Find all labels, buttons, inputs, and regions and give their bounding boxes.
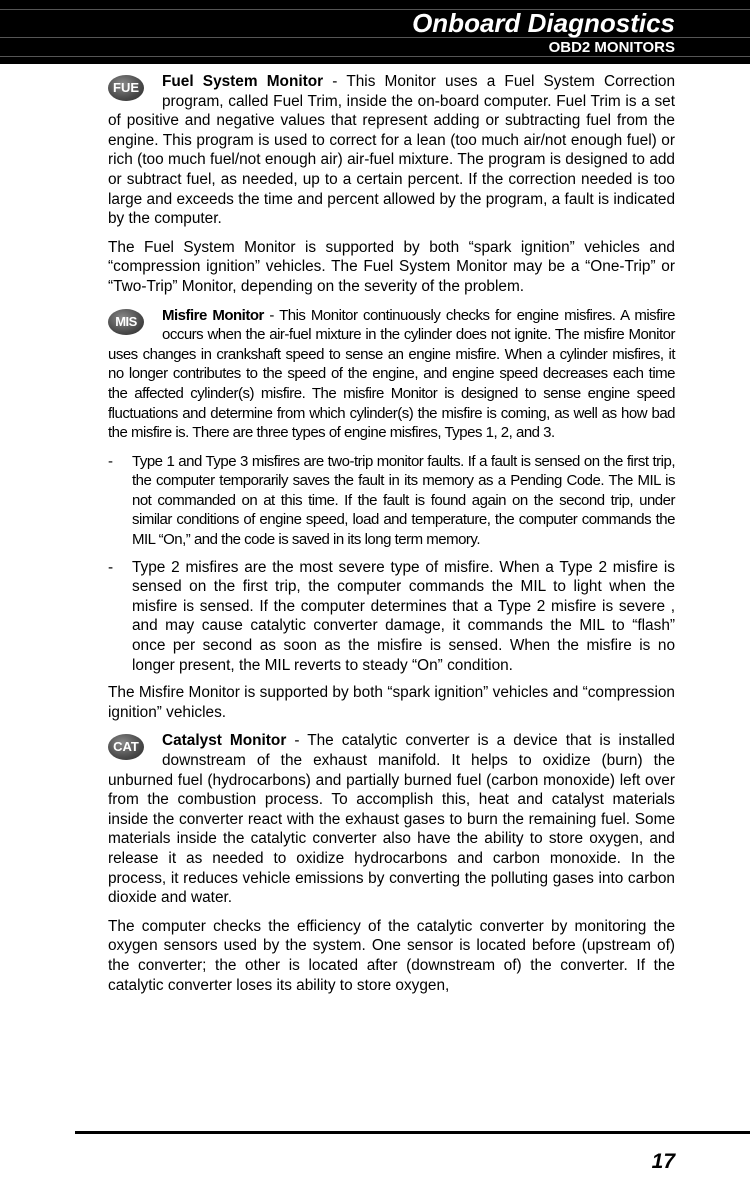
page-content [108, 72, 675, 1004]
page-header [0, 0, 750, 64]
misfire-bullet-text: Type 1 and Type 3 misfires are two-trip monitor faults. If a fault is sensed on the first trip, the computer temporarily saves the fault in its memory as a Pending Code. The MIL is not commanded on at this time. If the fault is found again on the second trip, under similar conditions of engine speed, load and temperature, the computer commands the MIL “On,” and the code is saved in its long term memory. [132, 452, 675, 549]
fuel-system-intro [108, 72, 675, 229]
page-title: Onboard Diagnostics [412, 8, 675, 38]
page-subtitle: OBD2 MONITORS [548, 39, 675, 56]
misfire-support: The Misfire Monitor is supported by both “spark ignition” vehicles and “compression ignition” vehicles. [108, 684, 675, 721]
catalyst-heading: Catalyst Monitor [162, 732, 287, 750]
misfire-bullet [108, 452, 675, 550]
fuel-system-heading: Fuel System Monitor [162, 73, 324, 90]
fuel-system-text: - This Monitor uses a Fuel System Correction program, called Fuel Trim, inside the on-board computer. Fuel Trim is a set of positive and negative values that represent adding or subtracting fuel from the engine. This program is used to correct for a lean (too much air/not enough fuel) or rich (too much fuel/not enough air) air-fuel mixture. The program is designed to add or subtract fuel, as needed, up to a certain percent. If the correction needed is too large and exceeds the time and percent allowed by the program, a fault is indicated by the computer. [108, 73, 676, 228]
misfire-heading: Misfire Monitor [162, 306, 264, 324]
page-number: 17 [651, 1150, 675, 1173]
footer-rule [75, 1131, 750, 1134]
fuel-monitor-icon: FUE [108, 75, 144, 101]
catalyst-monitor-icon: CAT [108, 734, 144, 760]
catalyst-text: - The catalytic converter is a device that is installed downstream of the exhaust manifold. It helps to oxidize (burn) the unburned fuel (hydrocarbons) and partially burned fuel (carbon monoxide) left over from the combustion process. To accomplish this, heat and catalyst materials inside the converter react with the exhaust gases to burn the remaining fuel. Some materials inside the catalytic converter also have the ability to store oxygen, and release it as needed to oxidize hydrocarbons and carbon monoxide. In the process, it reduces vehicle emissions by converting the polluting gases into carbon dioxide and water. [108, 732, 675, 907]
misfire-monitor-icon: MIS [108, 309, 144, 335]
misfire-section-cont [108, 558, 675, 723]
catalyst-intro [108, 731, 675, 907]
bullet-dash: - [108, 558, 114, 576]
misfire-text: - This Monitor continuously checks for engine misfires. A misfire occurs when the air-fuel mixture in the cylinder does not ignite. The misfire Monitor uses changes in crankshaft speed to sense an engine misfire. When a cylinder misfires, it no longer contributes to the speed of the engine, and engine speed decreases each time the affected cylinder(s) misfire. The misfire Monitor is designed to sense engine speed fluctuations and determine from which cylinder(s) the misfire is coming, as well as how bad the misfire is. There are three types of engine misfires, Types 1, 2, and 3. [108, 306, 675, 442]
misfire-intro [108, 306, 675, 443]
misfire-bullet-text: Type 2 misfires are the most severe type of misfire. When a Type 2 misfire is sensed on the first trip, the computer commands the MIL to light when the misfire is sensed. If the computer determines that a Type 2 misfire is severe , and may cause catalytic converter damage, it commands the MIL to “flash” once per second as soon as the misfire is sensed. When the misfire is no longer present, the MIL reverts to steady “On” condition. [132, 558, 675, 674]
header-rule [0, 56, 750, 57]
bullet-dash: - [108, 452, 113, 470]
misfire-section [108, 306, 675, 550]
fuel-system-support: The Fuel System Monitor is supported by both “spark ignition” vehicles and “compression ignition” vehicles. The Fuel System Monitor may be a “One-Trip” or “Two-Trip” Monitor, depending on the severity of the problem. [108, 238, 675, 295]
fuel-system-section [108, 72, 675, 297]
catalyst-efficiency: The computer checks the efficiency of the catalytic converter by monitoring the oxygen sensors used by the system. One sensor is located before (upstream of) the converter; the other is located after (downstream of) the converter. If the catalytic converter loses its ability to store oxygen, [108, 917, 675, 994]
catalyst-section [108, 731, 675, 995]
misfire-bullet [108, 558, 675, 676]
